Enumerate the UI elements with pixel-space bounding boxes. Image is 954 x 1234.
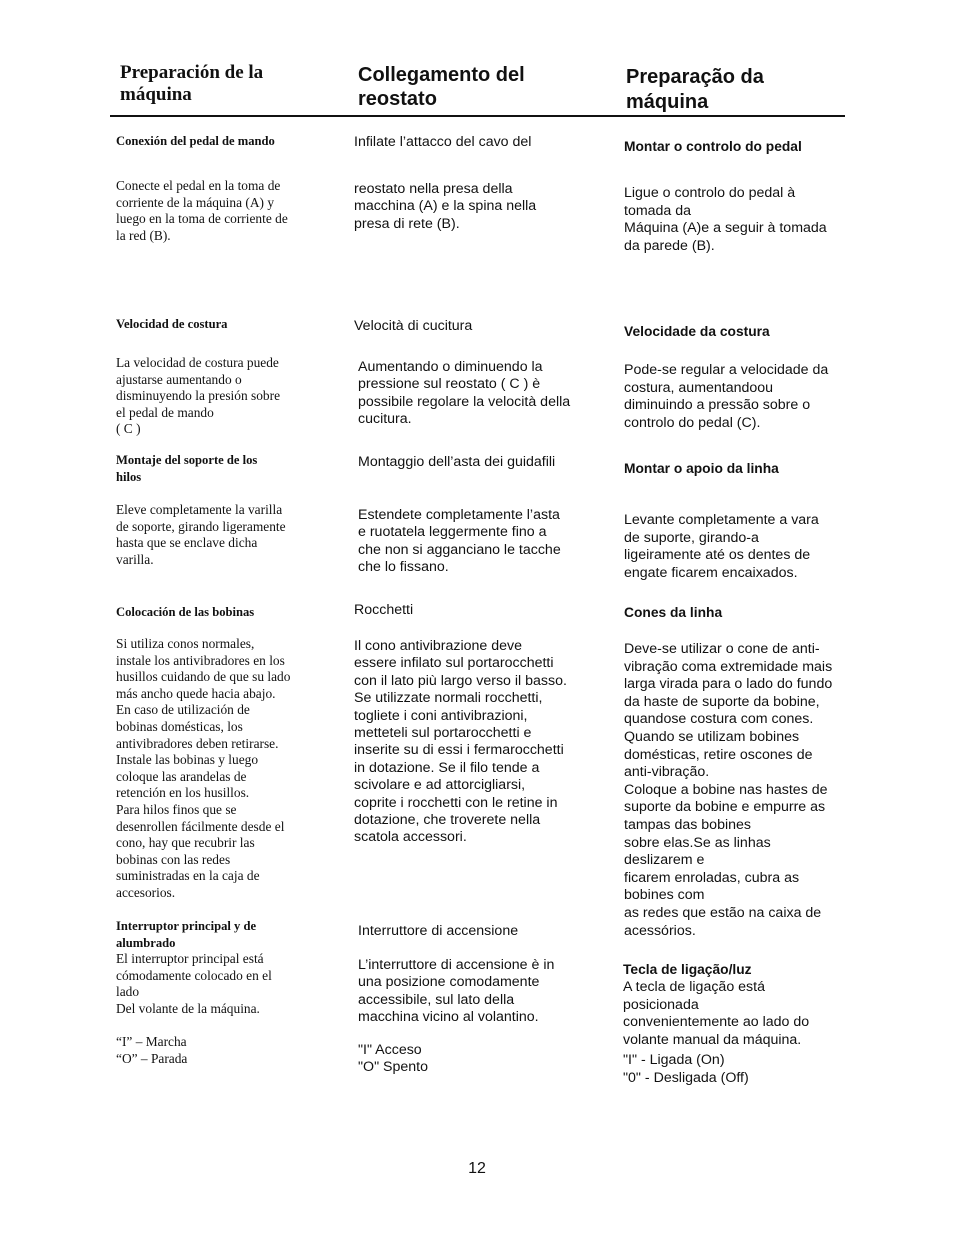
it-spools-title: Rocchetti <box>354 602 414 618</box>
it-spools-text: Il cono antivibrazione deve essere infilato sul portarocchetti con il lato più largo verso il basso. Se utilizzate normali rocchetti, togliete i coni antivibrazioni, metteteli sul portarocchetti e inserite su di essi i fermarocchetti in dotazione. Se il filo tende a scivolare e ad attorcigliarsi, coprite i rocchetti con le retine in dotazione, che troverete nella scatola accessori. <box>354 638 567 846</box>
pt-pedal-title: Montar o controlo do pedal <box>624 139 802 154</box>
it-speed-text: Aumentando o diminuendo la pressione sul reostato ( C ) è possibile regolare la velocità della cucitura. <box>358 359 571 428</box>
pt-switch-text: A tecla de ligação está posicionada convenientemente ao lado do volante manual da máquina. <box>623 979 810 1048</box>
pt-spools-text: Deve-se utilizar o cone de anti- vibração coma extremidade mais larga virada para o lado do fundo da haste de suporte da bobine, quandose costura com cones. Quando se utilizam bobines domésticas, retire oscones de anti-vibração. Coloque a bobine nas hastes de suporte da bobine e empurre as tampas das bobines sobre elas.Se as linhas deslizarem e ficarem enroladas, cubra as bobines com as redes que estão na caixa de acessórios. <box>624 641 833 939</box>
pt-switch-states: "I" - Ligada (On) "0" - Desligada (Off) <box>623 1052 749 1086</box>
it-holder-text: Estendete completamente l’asta e ruotatela leggermente fino a che non si agganciano le tacche che lo fissano. <box>358 507 561 576</box>
es-spools-title: Colocación de las bobinas <box>116 605 255 619</box>
es-pedal-text: Conecte el pedal en la toma de corriente de la máquina (A) y luego en la toma de corriente de la red (B). <box>116 178 288 243</box>
pt-holder-title: Montar o apoio da linha <box>624 461 779 476</box>
pt-switch-title: Tecla de ligação/luz <box>623 962 752 977</box>
it-speed-title: Velocità di cucitura <box>354 318 473 334</box>
pt-spools-title: Cones da linha <box>624 605 723 620</box>
heading-italian: Collegamento del reostato <box>358 64 525 110</box>
it-pedal-text: reostato nella presa della macchina (A) e la spina nella presa di rete (B). <box>354 181 537 232</box>
es-speed-title: Velocidad de costura <box>116 317 228 331</box>
pt-pedal-text: Ligue o controlo do pedal à tomada da Máquina (A)e a seguir à tomada da parede (B). <box>624 185 827 254</box>
pt-holder-text: Levante completamente a vara de suporte, girando-a ligeiramente até os dentes de engate ficarem encaixados. <box>624 512 819 581</box>
es-holder-title: Montaje del soporte de los hilos <box>116 453 258 484</box>
pt-speed-title: Velocidade da costura <box>624 324 770 339</box>
heading-spanish: Preparación de la máquina <box>120 62 264 105</box>
it-pedal-title: Infilate l’attacco del cavo del <box>354 134 532 150</box>
it-switch-title: Interruttore di accensione <box>358 923 519 939</box>
es-speed-text: La velocidad de costura puede ajustarse aumentando o disminuyendo la presión sobre el pedal de mando ( C ) <box>116 355 281 437</box>
es-spools-text: Si utiliza conos normales, instale los antivibradores en los husillos cuidando de que su lado más ancho quede hacia abajo. En caso de utilización de bobinas domésticas, los antivibradores deben retirarse. Instale las bobinas y luego coloque las arandelas de retención en los husillos. Para hilos finos que se desenrollen fácilmente desde el cono, hay que recubrir las bobinas con las redes suministradas en la caja de accesorios. <box>116 636 291 900</box>
es-switch-title: Interruptor principal y de alumbrado <box>116 919 257 950</box>
heading-rule <box>110 115 845 117</box>
es-switch-states: “I” – Marcha “O” – Parada <box>116 1034 188 1066</box>
pt-speed-text: Pode-se regular a velocidade da costura, aumentandoou diminuindo a pressão sobre o controlo do pedal (C). <box>624 362 829 431</box>
page-number: 12 <box>468 1160 486 1177</box>
heading-portuguese: Preparação da máquina <box>626 66 764 113</box>
it-switch-text: L’interruttore di accensione è in una posizione comodamente accessibile, sul lato della macchina vicino al volantino. <box>358 957 555 1026</box>
es-switch-text: El interruptor principal está cómodamente colocado en el lado Del volante de la máquina. <box>116 951 272 1016</box>
es-pedal-title: Conexión del pedal de mando <box>116 134 275 148</box>
it-switch-states: "I" Acceso "O" Spento <box>358 1042 429 1076</box>
it-holder-title: Montaggio dell’asta dei guidafili <box>358 454 556 470</box>
es-holder-text: Eleve completamente la varilla de soporte, girando ligeramente hasta que se enclave dicha varilla. <box>116 502 286 567</box>
